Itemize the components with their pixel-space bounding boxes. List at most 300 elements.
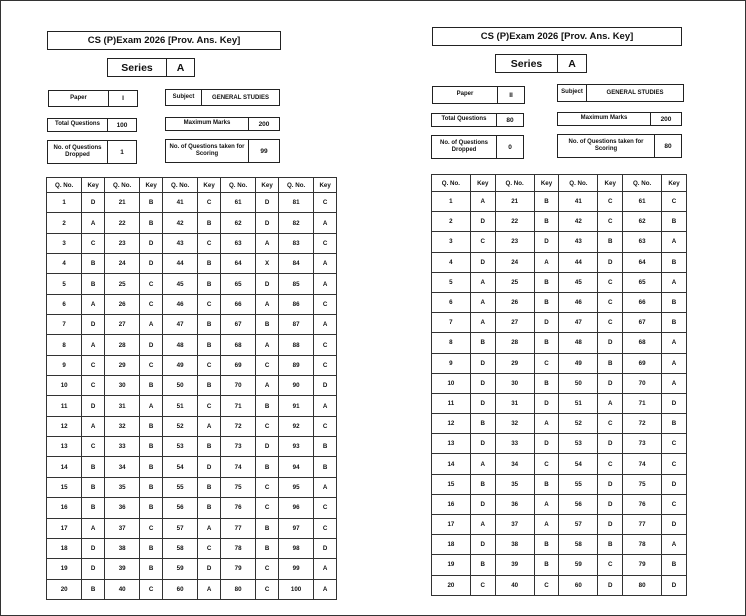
subject-label: Subject [557,84,587,102]
question-number-cell: 60 [559,575,598,595]
questions-scoring-value: 80 [655,134,682,158]
answer-key-cell: C [198,233,221,253]
question-number-cell: 16 [432,494,471,514]
table-row [432,575,687,595]
answer-key-cell: A [534,252,559,272]
answer-key-cell: C [140,579,163,599]
answer-key-cell: D [534,232,559,252]
answer-key-cell: A [470,292,495,312]
table-row [432,373,687,393]
question-number-cell: 28 [495,333,534,353]
answer-key-cell: D [470,494,495,514]
answer-key-cell: C [314,294,337,314]
total-questions-label: Total Questions [431,113,497,127]
question-number-cell: 29 [495,353,534,373]
question-number-cell: 62 [220,213,255,233]
answer-key-cell: D [534,313,559,333]
answer-key-cell: C [662,494,687,514]
answer-key-cell: C [140,274,163,294]
table-row [432,292,687,312]
question-number-cell: 76 [623,494,662,514]
answer-key-cell: C [470,232,495,252]
answer-key-cell: B [470,414,495,434]
question-number-cell: 87 [278,315,313,335]
answer-key-cell: A [470,454,495,474]
question-number-cell: 21 [104,193,139,213]
answer-key-cell: C [82,233,105,253]
question-number-cell: 49 [559,353,598,373]
answer-key-cell: B [598,353,623,373]
question-number-cell: 46 [559,292,598,312]
question-number-cell: 72 [220,416,255,436]
answer-key-cell: B [140,376,163,396]
question-number-cell: 97 [278,518,313,538]
answer-key-cell: C [198,538,221,558]
answer-key-cell: D [662,393,687,413]
answer-key-cell: D [256,274,279,294]
questions-scoring-label: No. of Questions taken for Scoring [165,139,249,163]
answer-key-cell: A [256,233,279,253]
question-number-cell: 71 [623,393,662,413]
answer-key-cell: B [662,292,687,312]
answer-key-cell: A [470,272,495,292]
subject-value: GENERAL STUDIES [202,89,280,106]
question-number-cell: 33 [495,434,534,454]
question-number-cell: 2 [432,212,471,232]
answer-key-cell: B [140,213,163,233]
question-number-cell: 70 [220,376,255,396]
answer-key-cell: A [598,393,623,413]
table-row [47,315,337,335]
answer-key-cell: A [534,414,559,434]
question-number-cell: 52 [559,414,598,434]
question-number-cell: 64 [623,252,662,272]
answer-key-cell: C [534,454,559,474]
answer-key-cell: A [314,315,337,335]
answer-key-cell: C [314,518,337,538]
question-number-cell: 55 [162,477,197,497]
question-number-cell: 81 [278,193,313,213]
question-number-cell: 60 [162,579,197,599]
total-questions-value: 80 [497,113,524,127]
sheet-title: CS (P)Exam 2026 [Prov. Ans. Key] [47,31,281,50]
answer-key-cell: D [82,538,105,558]
question-number-cell: 3 [47,233,82,253]
answer-key-cell: B [470,555,495,575]
table-row [47,457,337,477]
answer-key-cell: A [662,535,687,555]
maximum-marks-label: Maximum Marks [165,117,249,131]
table-row [432,555,687,575]
question-number-cell: 99 [278,559,313,579]
answer-key-cell: B [198,315,221,335]
question-number-cell: 38 [104,538,139,558]
table-row [47,294,337,314]
total-questions-field [47,118,137,132]
question-number-cell: 13 [432,434,471,454]
answer-key-cell: D [470,353,495,373]
answer-key-cell: B [598,535,623,555]
answer-key-sheet-paper-2 [431,27,687,597]
answer-key-cell: A [470,313,495,333]
table-row [47,396,337,416]
answer-key-cell: C [314,498,337,518]
question-number-cell: 1 [47,193,82,213]
question-number-cell: 42 [162,213,197,233]
paper-value: I [109,90,138,107]
question-number-cell: 58 [559,535,598,555]
answer-key-cell: C [140,355,163,375]
maximum-marks-field [557,112,682,126]
question-number-cell: 66 [623,292,662,312]
answer-key-cell: B [82,254,105,274]
question-number-cell: 57 [162,518,197,538]
question-number-cell: 92 [278,416,313,436]
question-number-cell: 7 [432,313,471,333]
series-value: A [166,59,194,76]
question-number-cell: 96 [278,498,313,518]
answer-key-cell: C [198,193,221,213]
answer-key-cell: C [256,559,279,579]
answer-key-table [431,174,687,596]
table-row [47,233,337,253]
question-number-cell: 11 [432,393,471,413]
question-number-cell: 66 [220,294,255,314]
answer-key-cell: A [662,353,687,373]
question-number-cell: 73 [220,437,255,457]
table-row [47,193,337,213]
answer-key-cell: D [470,212,495,232]
question-number-cell: 33 [104,437,139,457]
subject-label: Subject [165,89,202,106]
question-number-cell: 65 [220,274,255,294]
answer-key-cell: D [314,376,337,396]
answer-key-cell: D [598,333,623,353]
table-row [432,454,687,474]
header-qno: Q. No. [278,178,313,193]
question-number-cell: 19 [432,555,471,575]
answer-key-cell: B [662,212,687,232]
question-number-cell: 14 [432,454,471,474]
paper-field [48,90,138,107]
question-number-cell: 22 [495,212,534,232]
answer-key-cell: C [140,518,163,538]
question-number-cell: 56 [162,498,197,518]
answer-key-cell: C [662,192,687,212]
question-number-cell: 28 [104,335,139,355]
question-number-cell: 67 [220,315,255,335]
header-qno: Q. No. [623,175,662,192]
answer-key-cell: D [470,434,495,454]
questions-dropped-label: No. of Questions Dropped [431,135,497,159]
questions-scoring-field [557,134,682,158]
answer-key-cell: D [82,193,105,213]
question-number-cell: 15 [47,477,82,497]
answer-key-cell: A [82,416,105,436]
question-number-cell: 14 [47,457,82,477]
answer-key-cell: B [82,579,105,599]
question-number-cell: 10 [432,373,471,393]
answer-key-cell: A [314,559,337,579]
question-number-cell: 40 [495,575,534,595]
answer-key-cell: B [534,373,559,393]
header-qno: Q. No. [220,178,255,193]
question-number-cell: 12 [432,414,471,434]
answer-key-cell: D [598,474,623,494]
question-number-cell: 79 [623,555,662,575]
question-number-cell: 31 [104,396,139,416]
question-number-cell: 27 [495,313,534,333]
header-qno: Q. No. [104,178,139,193]
table-row [432,192,687,212]
question-number-cell: 80 [623,575,662,595]
answer-key-cell: B [140,193,163,213]
question-number-cell: 6 [432,292,471,312]
question-number-cell: 20 [432,575,471,595]
answer-key-cell: A [82,294,105,314]
answer-key-cell: B [662,252,687,272]
question-number-cell: 67 [623,313,662,333]
answer-key-cell: B [256,396,279,416]
answer-key-cell: A [256,376,279,396]
header-key: Key [470,175,495,192]
question-number-cell: 59 [162,559,197,579]
question-number-cell: 23 [495,232,534,252]
answer-key-cell: C [256,355,279,375]
question-number-cell: 53 [559,434,598,454]
answer-key-cell: B [470,333,495,353]
table-row [432,353,687,373]
answer-key-sheet-paper-1 [46,31,338,601]
answer-key-cell: D [82,315,105,335]
question-number-cell: 74 [220,457,255,477]
question-number-cell: 20 [47,579,82,599]
answer-key-cell: B [256,518,279,538]
answer-key-cell: B [198,254,221,274]
answer-key-cell: A [662,272,687,292]
question-number-cell: 68 [623,333,662,353]
answer-key-cell: B [662,555,687,575]
answer-key-cell: C [598,313,623,333]
answer-key-cell: B [256,538,279,558]
header-key: Key [256,178,279,193]
answer-key-cell: B [140,457,163,477]
question-number-cell: 75 [623,474,662,494]
question-number-cell: 46 [162,294,197,314]
header-row [47,178,337,193]
question-number-cell: 51 [559,393,598,413]
questions-dropped-value: 0 [497,135,524,159]
table-row [47,518,337,538]
answer-key-cell: D [598,575,623,595]
maximum-marks-label: Maximum Marks [557,112,651,126]
answer-key-cell: D [662,515,687,535]
question-number-cell: 17 [432,515,471,535]
questions-scoring-field [165,139,280,163]
header-key: Key [198,178,221,193]
answer-key-cell: D [470,252,495,272]
question-number-cell: 43 [559,232,598,252]
question-number-cell: 23 [104,233,139,253]
answer-key-cell: C [598,192,623,212]
question-number-cell: 90 [278,376,313,396]
question-number-cell: 24 [104,254,139,274]
answer-key-cell: D [256,213,279,233]
question-number-cell: 4 [47,254,82,274]
table-row [47,274,337,294]
answer-key-cell: D [256,437,279,457]
question-number-cell: 72 [623,414,662,434]
answer-key-cell: B [534,555,559,575]
question-number-cell: 22 [104,213,139,233]
answer-key-cell: C [598,212,623,232]
question-number-cell: 37 [104,518,139,538]
answer-key-cell: C [470,575,495,595]
answer-key-cell: C [256,498,279,518]
answer-key-cell: C [140,294,163,314]
answer-key-cell: C [598,454,623,474]
table-row [432,414,687,434]
answer-key-cell: C [598,272,623,292]
question-number-cell: 39 [495,555,534,575]
answer-key-cell: C [662,454,687,474]
question-number-cell: 26 [104,294,139,314]
question-number-cell: 74 [623,454,662,474]
question-number-cell: 63 [220,233,255,253]
answer-key-cell: C [314,193,337,213]
table-row [47,376,337,396]
table-row [47,579,337,599]
question-number-cell: 5 [432,272,471,292]
answer-key-cell: B [534,292,559,312]
answer-key-cell: A [470,515,495,535]
answer-key-cell: D [198,457,221,477]
question-number-cell: 59 [559,555,598,575]
answer-key-cell: B [534,192,559,212]
answer-key-cell: D [598,434,623,454]
table-row [47,498,337,518]
question-number-cell: 62 [623,212,662,232]
answer-key-cell: D [140,254,163,274]
question-number-cell: 61 [623,192,662,212]
question-number-cell: 18 [432,535,471,555]
question-number-cell: 54 [559,454,598,474]
question-number-cell: 30 [495,373,534,393]
question-number-cell: 94 [278,457,313,477]
series-label: Series [121,61,153,74]
maximum-marks-value: 200 [249,117,280,131]
header-qno: Q. No. [495,175,534,192]
answer-key-cell: B [198,498,221,518]
header-key: Key [82,178,105,193]
question-number-cell: 95 [278,477,313,497]
question-number-cell: 82 [278,213,313,233]
question-number-cell: 69 [220,355,255,375]
question-number-cell: 89 [278,355,313,375]
header-qno: Q. No. [559,175,598,192]
answer-key-cell: A [662,333,687,353]
answer-key-cell: X [256,254,279,274]
question-number-cell: 47 [162,315,197,335]
answer-key-cell: D [662,474,687,494]
answer-key-cell: B [470,474,495,494]
table-row [47,416,337,436]
question-number-cell: 21 [495,192,534,212]
answer-key-cell: A [314,213,337,233]
question-number-cell: 64 [220,254,255,274]
header-key: Key [314,178,337,193]
series-value: A [557,55,586,72]
table-row [432,232,687,252]
answer-key-cell: D [256,193,279,213]
paper-value: II [498,86,525,104]
table-row [47,437,337,457]
question-number-cell: 47 [559,313,598,333]
question-number-cell: 76 [220,498,255,518]
answer-key-cell: C [198,355,221,375]
question-number-cell: 56 [559,494,598,514]
answer-key-cell: B [534,535,559,555]
answer-key-cell: D [82,396,105,416]
header-row [432,175,687,192]
header-qno: Q. No. [432,175,471,192]
question-number-cell: 34 [104,457,139,477]
question-number-cell: 88 [278,335,313,355]
table-row [47,254,337,274]
answer-key-cell: B [198,213,221,233]
question-number-cell: 31 [495,393,534,413]
answer-key-cell: C [534,353,559,373]
question-number-cell: 73 [623,434,662,454]
header-key: Key [140,178,163,193]
question-number-cell: 17 [47,518,82,538]
question-number-cell: 9 [47,355,82,375]
answer-key-cell: B [198,274,221,294]
question-number-cell: 15 [432,474,471,494]
table-row [432,252,687,272]
answer-key-cell: B [82,498,105,518]
question-number-cell: 45 [162,274,197,294]
question-number-cell: 49 [162,355,197,375]
table-row [432,393,687,413]
table-row [432,434,687,454]
questions-scoring-value: 99 [249,139,280,163]
question-number-cell: 36 [495,494,534,514]
answer-key-cell: B [662,414,687,434]
question-number-cell: 43 [162,233,197,253]
question-number-cell: 18 [47,538,82,558]
table-row [432,272,687,292]
question-number-cell: 40 [104,579,139,599]
answer-key-cell: A [198,416,221,436]
answer-key-cell: B [314,437,337,457]
question-number-cell: 4 [432,252,471,272]
subject-value: GENERAL STUDIES [587,84,684,102]
paper-label: Paper [48,90,109,107]
question-number-cell: 54 [162,457,197,477]
question-number-cell: 10 [47,376,82,396]
question-number-cell: 19 [47,559,82,579]
question-number-cell: 7 [47,315,82,335]
question-number-cell: 61 [220,193,255,213]
question-number-cell: 70 [623,373,662,393]
answer-key-cell: D [598,252,623,272]
question-number-cell: 11 [47,396,82,416]
question-number-cell: 16 [47,498,82,518]
answer-key-cell: C [314,355,337,375]
answer-key-cell: A [314,274,337,294]
header-key: Key [598,175,623,192]
